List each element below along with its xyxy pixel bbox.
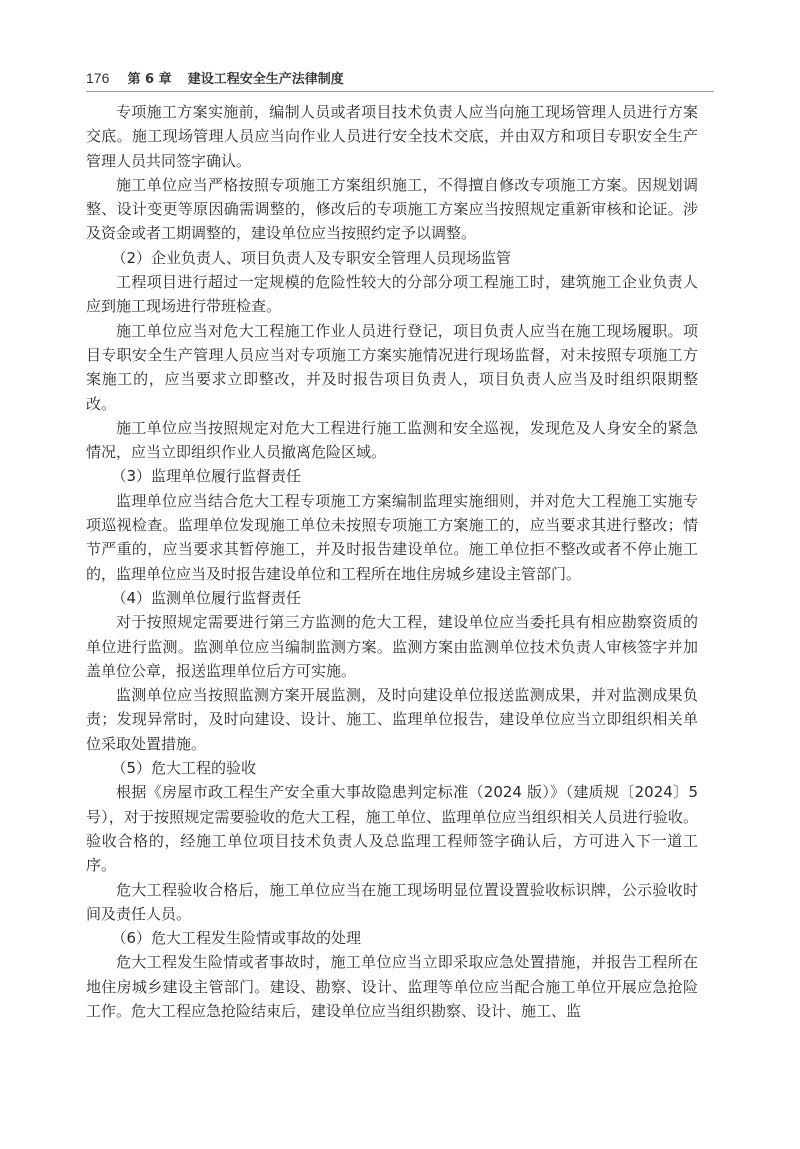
body-paragraph: 监理单位应当结合危大工程专项施工方案编制监理实施细则，并对危大工程施工实施专项巡视检查。监理单位发现施工单位未按照专项施工方案施工的，应当要求其进行整改；情节严重的，应当要求其暂停施工，并及时报告建设单位。施工单位拒不整改或者不停止施工的，监理单位应当及时报告建设单位和工程所在地住房城乡建设主管部门。: [86, 491, 698, 583]
section-heading: （4）监测单位履行监督责任: [111, 588, 302, 607]
chapter-label: 第 6 章: [127, 72, 172, 87]
header-divider: [86, 91, 714, 92]
body-paragraph: 施工单位应当严格按照专项施工方案组织施工，不得擅自修改专项施工方案。因规划调整、设计变更等原因确需调整的，修改后的专项施工方案应当按照规定重新审核和论证。涉及资金或者工期调整的，建设单位应当按照约定予以调整。: [86, 175, 698, 243]
body-paragraph: 施工单位应当对危大工程施工作业人员进行登记，项目负责人应当在施工现场履职。项目专职安全生产管理人员应当对专项施工方案实施情况进行现场监督，对未按照专项施工方案施工的，应当要求立即整改，并及时报告项目负责人，项目负责人应当及时组织限期整改。: [86, 321, 698, 413]
body-paragraph: 根据《房屋市政工程生产安全重大事故隐患判定标准（2024 版）》（建质规〔2024〕5 号），对于按照规定需要验收的危大工程，施工单位、监理单位应当组织相关人员进行验收。验收合格的，经施工单位项目技术负责人及总监理工程师签字确认后，方可进入下一道工序。: [86, 783, 698, 875]
body-paragraph: 危大工程发生险情或者事故时，施工单位应当立即采取应急处置措施，并报告工程所在地住房城乡建设主管部门。建设、勘察、设计、监理等单位应当配合施工单位开展应急抢险工作。危大工程应急抢险结束后，建设单位应当组织勘察、设计、施工、监: [86, 953, 698, 1020]
chapter-title: 建设工程安全生产法律制度: [187, 72, 344, 87]
body-paragraph: 专项施工方案实施前，编制人员或者项目技术负责人应当向施工现场管理人员进行方案交底。施工现场管理人员应当向作业人员进行安全技术交底，并由双方和项目专职安全生产管理人员共同签字确认。: [86, 103, 698, 170]
body-paragraph: 施工单位应当按照规定对危大工程进行施工监测和安全巡视，发现危及人身安全的紧急情况，应当立即组织作业人员撤离危险区域。: [86, 418, 698, 462]
page-body: [86, 100, 698, 1023]
body-paragraph: 对于按照规定需要进行第三方监测的危大工程，建设单位应当委托具有相应勘察资质的单位进行监测。监测单位应当编制监测方案。监测方案由监测单位技术负责人审核签字并加盖单位公章，报送监理单位后方可实施。: [86, 613, 698, 680]
running-header: [86, 68, 714, 88]
section-heading: （6）危大工程发生险情或事故的处理: [111, 929, 362, 948]
section-heading: （5）危大工程的验收: [111, 759, 257, 778]
section-heading: （2）企业负责人、项目负责人及专职安全管理人员现场监管: [111, 248, 512, 267]
body-paragraph: 工程项目进行超过一定规模的危险性较大的分部分项工程施工时，建筑施工企业负责人应到施工现场进行带班检查。: [86, 273, 698, 316]
page-number: 176: [86, 70, 110, 86]
body-paragraph: 危大工程验收合格后，施工单位应当在施工现场明显位置设置验收标识牌，公示验收时间及责任人员。: [86, 880, 698, 923]
body-paragraph: 监测单位应当按照监测方案开展监测，及时向建设单位报送监测成果，并对监测成果负责；发现异常时，及时向建设、设计、施工、监理单位报告，建设单位应当立即组织相关单位采取处置措施。: [86, 686, 698, 753]
section-heading: （3）监理单位履行监督责任: [111, 467, 302, 486]
